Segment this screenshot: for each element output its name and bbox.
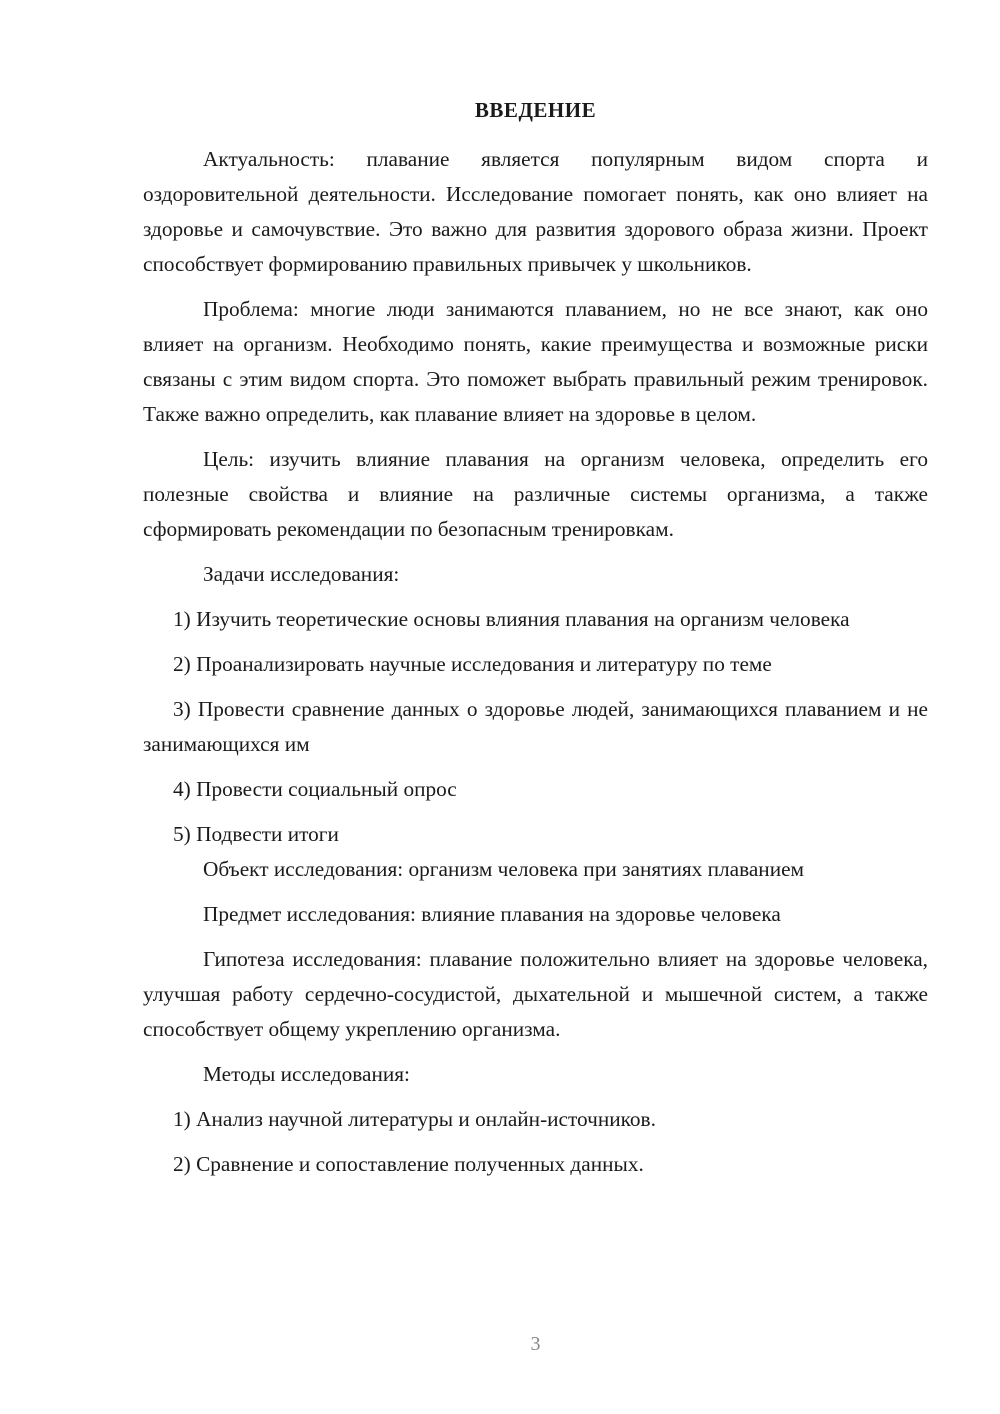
task-item-4: 4) Провести социальный опрос [173,777,457,801]
task-item-2: 2) Проанализировать научные исследования и литературу по теме [173,652,772,676]
task-item-1: 1) Изучить теоретические основы влияния плавания на организм человека [173,607,850,631]
document-body [143,142,928,1192]
paragraph-relevance: Актуальность: плавание является популярным видом спорта и оздоровительной деятельности. Исследование помогает понять, как оно влияет на здоровье и самочувствие. Это важно для развития здорового образа жизни. Проект способствует формированию правильных привычек у школьников. [143,147,928,276]
task-item-3: 3) Провести сравнение данных о здоровье людей, занимающихся плаванием и не занимающихся им [143,697,928,756]
method-item-1: 1) Анализ научной литературы и онлайн-источников. [173,1107,656,1131]
task-item-5: 5) Подвести итоги [173,822,339,846]
tasks-heading: Задачи исследования: [203,562,400,586]
paragraph-problem: Проблема: многие люди занимаются плаванием, но не все знают, как оно влияет на организм. Необходимо понять, какие преимущества и возможные риски связаны с этим видом спорта. Это поможет выбрать правильный режим тренировок. Также важно определить, как плавание влияет на здоровье в целом. [143,297,928,426]
paragraph-goal: Цель: изучить влияние плавания на организм человека, определить его полезные свойства и влияние на различные системы организма, а также сформировать рекомендации по безопасным тренировкам. [143,447,928,541]
research-hypothesis: Гипотеза исследования: плавание положительно влияет на здоровье человека, улучшая работу сердечно-сосудистой, дыхательной и мышечной систем, а также способствует общему укреплению организма. [143,947,928,1041]
method-item-2: 2) Сравнение и сопоставление полученных данных. [173,1152,644,1176]
research-object: Объект исследования: организм человека при занятиях плаванием [203,857,805,881]
section-title: ВВЕДЕНИЕ [474,98,597,122]
document-page [143,0,928,1414]
page-number: 3 [530,1333,541,1355]
research-subject: Предмет исследования: влияние плавания на здоровье человека [203,902,781,926]
methods-heading: Методы исследования: [203,1062,410,1086]
